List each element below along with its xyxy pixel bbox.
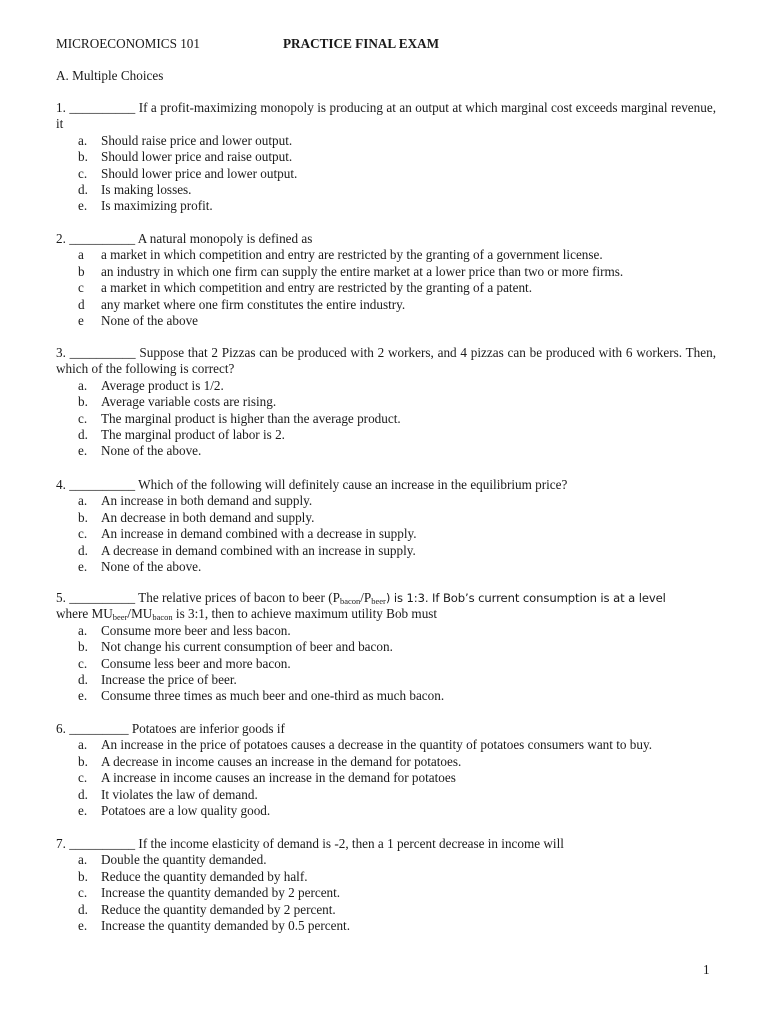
option-text: Average variable costs are rising. bbox=[101, 394, 277, 410]
option-label: c. bbox=[78, 770, 88, 786]
option-text: Reduce the quantity demanded by half. bbox=[101, 868, 308, 884]
option-label: b. bbox=[78, 639, 88, 655]
option-label: d. bbox=[78, 901, 88, 917]
option-b[interactable] bbox=[56, 510, 716, 526]
option-d[interactable] bbox=[56, 543, 716, 559]
question-3 bbox=[56, 345, 716, 460]
option-label: d. bbox=[78, 786, 88, 802]
option-label: b. bbox=[78, 753, 88, 769]
option-b[interactable] bbox=[56, 394, 716, 410]
option-label: c. bbox=[78, 410, 88, 426]
option-text: an industry in which one firm can supply the entire market at a lower price than two or more firms. bbox=[101, 263, 624, 279]
option-text: An decrease in both demand and supply. bbox=[101, 509, 315, 525]
option-text: a market in which competition and entry are restricted by the granting of a government license. bbox=[101, 247, 603, 263]
option-text: Is maximizing profit. bbox=[101, 198, 213, 214]
option-label: e bbox=[78, 313, 84, 329]
option-list bbox=[56, 623, 716, 705]
option-d[interactable] bbox=[56, 427, 716, 443]
option-label: e. bbox=[78, 443, 88, 459]
option-label: e. bbox=[78, 688, 88, 704]
option-text: Increase the price of beer. bbox=[101, 672, 237, 688]
option-label: e. bbox=[78, 803, 88, 819]
option-text: Consume three times as much beer and one-third as much bacon. bbox=[101, 688, 445, 704]
option-a[interactable] bbox=[56, 378, 716, 394]
option-label: d. bbox=[78, 427, 88, 443]
option-text: Consume less beer and more bacon. bbox=[101, 655, 291, 671]
option-text: Should raise price and lower output. bbox=[101, 132, 293, 148]
option-label: b. bbox=[78, 394, 88, 410]
option-label: d. bbox=[78, 542, 88, 558]
question-stem: 1. __________ If a profit-maximizing monopoly is producing at an output at which marginal cost exceeds marginal revenue, it bbox=[56, 100, 716, 132]
option-a[interactable] bbox=[56, 852, 716, 868]
option-label: c. bbox=[78, 526, 88, 542]
option-label: b. bbox=[78, 868, 88, 884]
option-text: A decrease in demand combined with an increase in supply. bbox=[101, 542, 416, 558]
option-label: a. bbox=[78, 622, 88, 638]
question-6 bbox=[56, 721, 716, 819]
option-d[interactable] bbox=[56, 902, 716, 918]
option-text: Potatoes are a low quality good. bbox=[101, 803, 271, 819]
option-text: Increase the quantity demanded by 2 percent. bbox=[101, 885, 341, 901]
option-text: None of the above. bbox=[101, 443, 202, 459]
option-c[interactable] bbox=[56, 526, 716, 542]
question-1 bbox=[56, 100, 716, 215]
option-text: any market where one firm constitutes the entire industry. bbox=[101, 296, 406, 312]
stem-text: /MU bbox=[127, 606, 153, 622]
option-text: a market in which competition and entry are restricted by the granting of a patent. bbox=[101, 280, 533, 296]
exam-title: PRACTICE FINAL EXAM bbox=[283, 36, 440, 51]
question-stem bbox=[56, 590, 716, 623]
option-text: A decrease in income causes an increase in the demand for potatoes. bbox=[101, 753, 462, 769]
option-e[interactable] bbox=[56, 443, 716, 459]
question-5 bbox=[56, 590, 716, 705]
option-c[interactable] bbox=[56, 885, 716, 901]
option-text: None of the above. bbox=[101, 559, 202, 575]
question-stem: 4. __________ Which of the following will definitely cause an increase in the equilibrium price? bbox=[56, 477, 568, 492]
option-a[interactable] bbox=[56, 623, 716, 639]
option-d[interactable] bbox=[56, 182, 716, 198]
option-list bbox=[56, 852, 716, 934]
subscript: beer bbox=[112, 612, 128, 623]
option-label: d bbox=[78, 296, 85, 312]
option-label: b bbox=[78, 263, 85, 279]
option-text: The marginal product is higher than the average product. bbox=[101, 410, 401, 426]
option-text: Reduce the quantity demanded by 2 percent. bbox=[101, 901, 336, 917]
option-e[interactable] bbox=[56, 313, 716, 329]
course-name: MICROECONOMICS 101 bbox=[56, 36, 200, 51]
option-text: Not change his current consumption of beer and bacon. bbox=[101, 639, 393, 655]
option-c[interactable] bbox=[56, 280, 716, 296]
option-text: It violates the law of demand. bbox=[101, 786, 258, 802]
option-label: c bbox=[78, 280, 84, 296]
option-list bbox=[56, 378, 716, 460]
option-text: Consume more beer and less bacon. bbox=[101, 622, 291, 638]
subscript: bacon bbox=[152, 612, 173, 623]
option-label: e. bbox=[78, 559, 88, 575]
option-d[interactable] bbox=[56, 787, 716, 803]
option-text: Average product is 1/2. bbox=[101, 377, 224, 393]
question-stem: 2. __________ A natural monopoly is defined as bbox=[56, 231, 313, 246]
option-e[interactable] bbox=[56, 559, 716, 575]
option-label: e. bbox=[78, 198, 88, 214]
option-b[interactable] bbox=[56, 639, 716, 655]
option-c[interactable] bbox=[56, 411, 716, 427]
option-a[interactable] bbox=[56, 133, 716, 149]
option-label: b. bbox=[78, 149, 88, 165]
subscript: beer bbox=[371, 596, 386, 606]
option-c[interactable] bbox=[56, 166, 716, 182]
option-text: An increase in demand combined with a decrease in supply. bbox=[101, 526, 417, 542]
stem-text: 5. __________ The relative prices of bacon to beer (P bbox=[56, 590, 340, 605]
option-text: An increase in the price of potatoes causes a decrease in the quantity of potatoes consumers want to buy. bbox=[101, 737, 653, 753]
option-label: a. bbox=[78, 852, 88, 868]
option-list bbox=[56, 737, 716, 819]
option-text: An increase in both demand and supply. bbox=[101, 493, 313, 509]
question-stem: 6. _________ Potatoes are inferior goods if bbox=[56, 721, 285, 736]
subscript: bacon bbox=[339, 596, 361, 606]
option-a[interactable] bbox=[56, 247, 716, 263]
option-list bbox=[56, 493, 716, 575]
option-c[interactable] bbox=[56, 770, 716, 786]
option-text: The marginal product of labor is 2. bbox=[101, 427, 285, 443]
option-b[interactable] bbox=[56, 869, 716, 885]
option-label: c. bbox=[78, 655, 88, 671]
option-e[interactable] bbox=[56, 803, 716, 819]
page-number: 1 bbox=[703, 962, 710, 977]
option-text: Should lower price and lower output. bbox=[101, 165, 298, 181]
question-stem: 7. __________ If the income elasticity of demand is -2, then a 1 percent decrease in income will bbox=[56, 836, 564, 851]
option-label: a. bbox=[78, 737, 88, 753]
option-label: a. bbox=[78, 132, 88, 148]
option-e[interactable] bbox=[56, 688, 716, 704]
option-e[interactable] bbox=[56, 918, 716, 934]
option-text: Should lower price and raise output. bbox=[101, 149, 293, 165]
option-label: c. bbox=[78, 885, 88, 901]
option-d[interactable] bbox=[56, 297, 716, 313]
option-label: e. bbox=[78, 918, 88, 934]
option-text: Increase the quantity demanded by 0.5 percent. bbox=[101, 918, 350, 934]
option-text: A increase in income causes an increase in the demand for potatoes bbox=[101, 770, 456, 786]
option-label: a. bbox=[78, 493, 88, 509]
stem-text: is 3:1, then to achieve maximum utility Bob must bbox=[172, 606, 438, 622]
option-list bbox=[56, 247, 716, 329]
option-e[interactable] bbox=[56, 198, 716, 214]
question-7 bbox=[56, 836, 716, 934]
option-label: a. bbox=[78, 377, 88, 393]
option-a[interactable] bbox=[56, 737, 716, 753]
option-b[interactable] bbox=[56, 754, 716, 770]
option-a[interactable] bbox=[56, 493, 716, 509]
stem-text: ) is 1:3. If Bob’s current consumption is at a level bbox=[385, 591, 666, 605]
option-label: a bbox=[78, 247, 84, 263]
option-c[interactable] bbox=[56, 656, 716, 672]
option-label: d. bbox=[78, 672, 88, 688]
stem-text: /P bbox=[360, 590, 372, 605]
option-text: Double the quantity demanded. bbox=[101, 852, 267, 868]
option-list bbox=[56, 133, 716, 215]
option-label: b. bbox=[78, 509, 88, 525]
stem-text: where MU bbox=[56, 606, 113, 622]
question-4 bbox=[56, 477, 716, 575]
question-stem: 3. __________ Suppose that 2 Pizzas can be produced with 2 workers, and 4 pizzas can be produced with 6 workers. Then, which of the following is correct? bbox=[56, 345, 716, 377]
section-heading: A. Multiple Choices bbox=[56, 68, 164, 83]
option-label: d. bbox=[78, 182, 88, 198]
option-text: None of the above bbox=[101, 313, 199, 329]
option-text: Is making losses. bbox=[101, 182, 192, 198]
question-2 bbox=[56, 231, 716, 329]
option-b[interactable] bbox=[56, 149, 716, 165]
option-b[interactable] bbox=[56, 264, 716, 280]
option-label: c. bbox=[78, 165, 88, 181]
option-d[interactable] bbox=[56, 672, 716, 688]
